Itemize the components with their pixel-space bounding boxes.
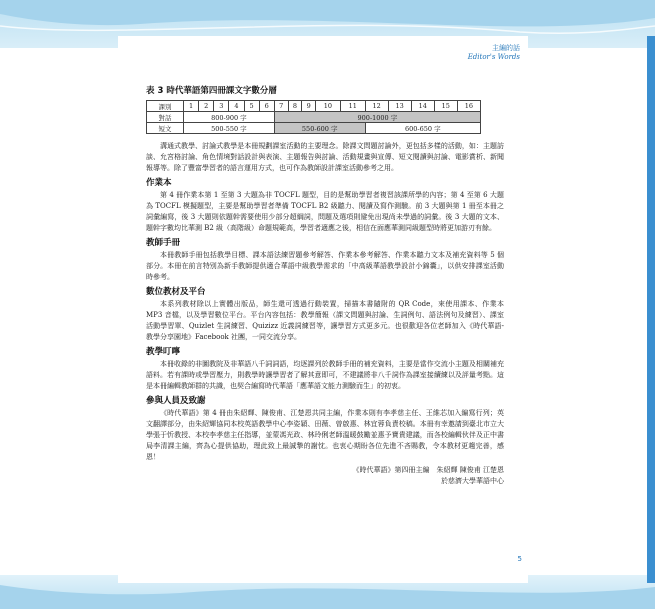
intro-paragraph: 溝通式教學、討論式教學是本冊規劃課室活動的主要理念。除課文問題討論外，更包括多樣的活動，如：主題訪談、允宮格討論、角色情境對話設計與表演、主題報告與討論、活動規畫與宣傳、短文閱讀與討論、電影賞析、新聞報導等。除了豐富學習者的語言運用方式，也可作為教師設計課室活動參考之用。 bbox=[146, 142, 504, 172]
table-cell: 12 bbox=[365, 101, 388, 112]
section-title: 教師手冊 bbox=[146, 238, 181, 248]
table-cell: 13 bbox=[388, 101, 411, 112]
table-cell: 7 bbox=[274, 101, 288, 112]
table-cell: 3 bbox=[214, 101, 229, 112]
section-paragraph: 本冊教師手冊包括教學目標、課本語法練習題參考解答、作業本參考解答、作業本聽力文本及補充資料等 5 個部分。本冊在前言特別為新手教師提供適合華語中級教學需求的「中高級華語教學設計小錦囊」，以供安排課室活動時參考。 bbox=[146, 251, 504, 281]
table-cell: 14 bbox=[411, 101, 434, 112]
table-cell: 課別 bbox=[147, 101, 184, 112]
word-count-table bbox=[146, 100, 481, 134]
book-page bbox=[118, 36, 528, 583]
table-cell: 11 bbox=[340, 101, 365, 112]
table-cell: 對話 bbox=[147, 112, 184, 123]
table-row bbox=[147, 123, 481, 134]
table-cell: 800-900 字 bbox=[184, 112, 275, 123]
section-title: 數位教材及平台 bbox=[146, 287, 206, 297]
section-paragraph: 本冊收錄的非圖教院及非華語八千詞詞語，均逐課列於教師手冊的補充資料，主要是當作交流小主題及相關補充語料。若有課時或學習壓力，則教學時讓學習者了解其意即可，不建議將非八千詞作為課室接續練以及評量考點。這是本冊編輯教師群的共識，也契合編寫時代華語「應華語文能力測驗而生」的初衷。 bbox=[146, 360, 504, 390]
section-paragraph: 第 4 冊作業本第 1 至第 3 大題為非 TOCFL 題型，目的是幫助學習者複習該課所學的內容；第 4 至第 6 大題為 TOCFL 模擬題型，主要是幫助學習者準備 TOCFL B2 級聽力、閱讀及寫作測驗。前 3 大題與第 1 冊至本冊之詞彙編寫，後 3 大題則依題幹需要使用少部分超綱詞，問題及選項則避免出現尚未學過的詞彙。後 3 大題的文本、題幹字數均比華測 B2 級（高階級）命題規範高，學習者適應之後，相信在面應華測同級題型時將更加游刃有餘。 bbox=[146, 191, 504, 232]
section-paragraph: 本系列教材除以上實體出版品，師生還可透過行動裝置，掃描本書隨附的 QR Code，來使用課本、作業本 MP3 音檔，以及學習數位平台。平台內容包括：教學簡報（課文問題與討論、生詞例句、語法例句及練習）、課室活動學習單、Quizlet 生詞練習、Quizizz 近義詞練習等，讓學習方式更多元。也很歡迎各位老師加入《時代華語-教學分享園地》Facebook 社團，一同交流分享。 bbox=[146, 300, 504, 341]
table-cell: 9 bbox=[302, 101, 316, 112]
table-cell: 8 bbox=[288, 101, 302, 112]
table-cell: 5 bbox=[244, 101, 259, 112]
page-content bbox=[146, 84, 504, 487]
signature-line-2: 於慈濟大學華語中心 bbox=[441, 477, 504, 485]
page-number: 5 bbox=[517, 555, 522, 563]
table-cell: 500-550 字 bbox=[184, 123, 275, 134]
table-cell: 15 bbox=[434, 101, 457, 112]
table-cell: 10 bbox=[316, 101, 341, 112]
table-cell: 2 bbox=[199, 101, 214, 112]
table-cell: 600-650 字 bbox=[365, 123, 480, 134]
section-title: 參與人員及致謝 bbox=[146, 396, 206, 406]
side-blue-strip bbox=[647, 36, 655, 583]
table-cell: 6 bbox=[259, 101, 274, 112]
section-title: 教學叮嚀 bbox=[146, 347, 181, 357]
table-cell: 550-600 字 bbox=[274, 123, 365, 134]
section-paragraph: 《時代華語》第 4 冊由朱紹輝、陳俊甫、江楚恩共同主編，作業本則有李孝慈主任、王維芯加入編寫行列；英文翻譯部分，由朱紹輝協同本校英語教學中心李姿穎、田薇、曾啟惠、林宜蓉負責校稿。本冊有幸邀請到臺北市立大學張于忻教授、本校李孝慈主任指導，並蒙馮光政、林玲俐老師溫暖鼓勵並惠予寶貴建議，而各校編輯伙伴及正中書局李清課主編，齊為心提供協助，理此致上最誠摯的謝忱。也衷心期盼各位先進不吝賜教，令本教材更趨完善，感恩！ bbox=[146, 409, 504, 461]
page-header bbox=[468, 44, 520, 62]
table-cell: 短文 bbox=[147, 123, 184, 134]
section-title: 作業本 bbox=[146, 178, 172, 188]
signature-line-1: 《時代華語》第四冊主編 朱紹輝 陳俊甫 江楚恩 bbox=[352, 466, 504, 474]
table-row bbox=[147, 101, 481, 112]
table-cell: 1 bbox=[184, 101, 199, 112]
table-cell: 900-1000 字 bbox=[274, 112, 480, 123]
header-title-zh: 主編的話 bbox=[492, 44, 520, 52]
table-caption: 表 3 時代華語第四冊課文字數分層 bbox=[146, 86, 277, 96]
table-row bbox=[147, 112, 481, 123]
table-cell: 4 bbox=[229, 101, 244, 112]
header-title-en: Editor's Words bbox=[467, 53, 520, 61]
table-cell: 16 bbox=[457, 101, 480, 112]
